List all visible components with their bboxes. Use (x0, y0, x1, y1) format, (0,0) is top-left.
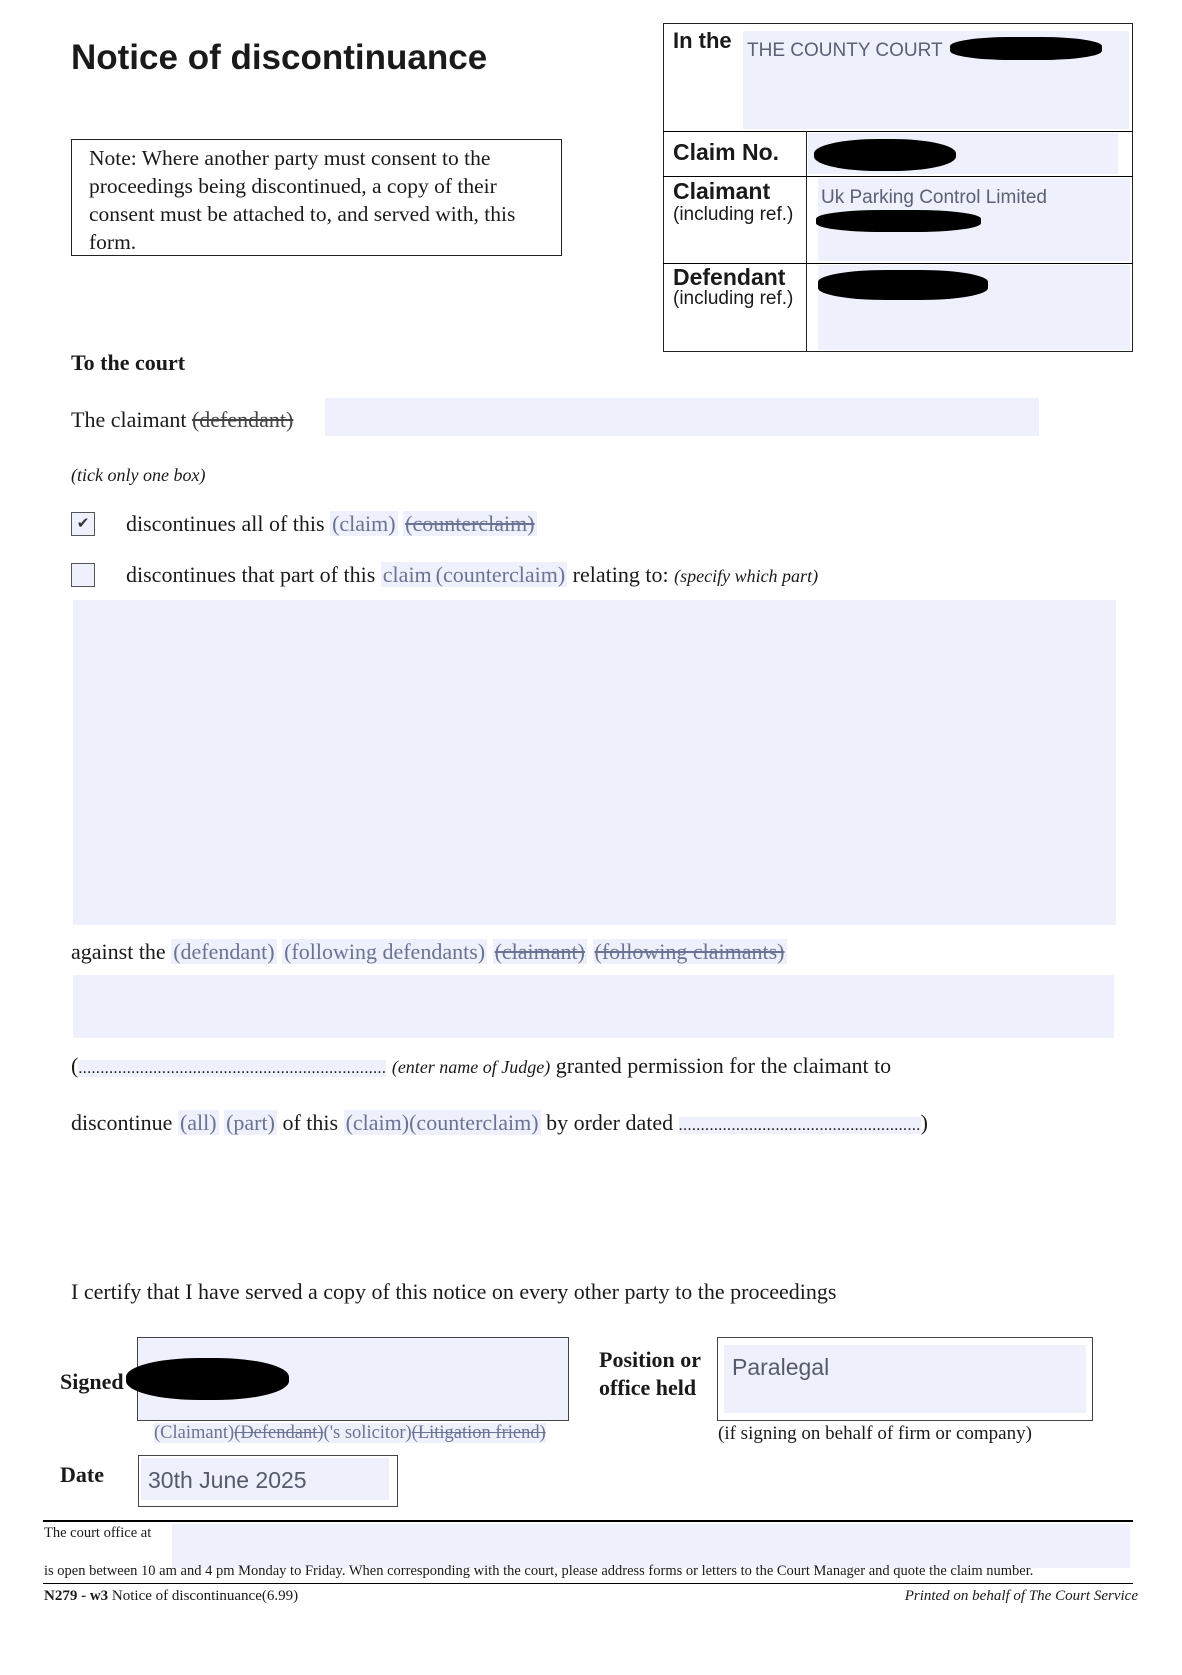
in-the-label: In the (673, 28, 732, 53)
judge-open-paren: ( (71, 1053, 79, 1078)
option-part-line (126, 562, 818, 588)
option-all-text: discontinues all of this (126, 511, 325, 536)
discontinue-line (71, 1110, 928, 1136)
party-defendant: (defendant) (191, 407, 294, 432)
position-label-line-1: Position or (599, 1347, 702, 1372)
discontinue-prefix: discontinue (71, 1110, 173, 1135)
position-label (599, 1346, 701, 1402)
form-code: N279 - w3 (44, 1588, 109, 1604)
option-all-claim[interactable]: (claim) (332, 511, 396, 536)
against-defendant[interactable]: (defendant) (173, 939, 275, 964)
court-name-value: THE COUNTY COURT (747, 40, 943, 61)
discontinue-part[interactable]: (part) (226, 1110, 275, 1135)
date-value: 30th June 2025 (148, 1467, 307, 1493)
role-litigation-friend[interactable]: (Litigation friend) (411, 1423, 546, 1443)
position-value: Paralegal (732, 1354, 830, 1380)
signed-roles (154, 1423, 546, 1444)
option-part-claim[interactable]: claim (382, 562, 432, 587)
claim-no-label: Claim No. (673, 139, 780, 165)
signed-label: Signed (60, 1369, 124, 1394)
court-office-address-field[interactable] (172, 1524, 1130, 1568)
judge-line (71, 1053, 891, 1079)
court-office-label: The court office at (44, 1525, 152, 1541)
option-part-relating: relating to: (572, 562, 669, 587)
position-field[interactable] (717, 1337, 1093, 1421)
checkbox-discontinue-part[interactable] (71, 563, 95, 587)
option-part-counterclaim[interactable]: (counterclaim) (435, 562, 566, 587)
judge-name-field[interactable]: ...................................................................... (78, 1060, 387, 1077)
date-field[interactable] (138, 1455, 398, 1507)
position-label-line-2: office held (599, 1375, 697, 1400)
position-note: (if signing on behalf of firm or company) (718, 1423, 1032, 1444)
against-names-field[interactable] (73, 975, 1114, 1038)
claimant-sub-label: (including ref.) (673, 204, 794, 225)
date-label: Date (60, 1462, 104, 1487)
form-name: Notice of discontinuance(6.99) (111, 1588, 299, 1604)
tick-note: (tick only one box) (71, 465, 206, 485)
checkmark-icon: ✔ (76, 516, 90, 532)
option-part-specify: (specify which part) (674, 566, 819, 586)
opening-hours-text: is open between 10 am and 4 pm Monday to Friday. When corresponding with the court, please address forms or letters to the Court Manager and quote the claim number. (44, 1563, 1034, 1579)
order-date-field[interactable]: ....................................................... (678, 1117, 921, 1134)
discontinue-close-paren: ) (920, 1110, 928, 1135)
claimant-value: Uk Parking Control Limited (821, 187, 1047, 208)
claimant-label: Claimant (673, 178, 771, 204)
page-title: Notice of discontinuance (71, 38, 488, 77)
note-text: Note: Where another party must consent to the proceedings being discontinued, a copy of their consent must be attached to, and served with, this form. (89, 146, 516, 254)
party-line (71, 407, 293, 433)
role-solicitor[interactable]: ('s solicitor) (323, 1423, 412, 1443)
certify-statement: I certify that I have served a copy of this notice on every other party to the proceedings (71, 1279, 837, 1304)
part-description-field[interactable] (73, 600, 1116, 925)
discontinue-by-order: by order dated (546, 1110, 674, 1135)
against-prefix: against the (71, 939, 166, 964)
printed-by: Printed on behalf of The Court Service (904, 1588, 1138, 1604)
party-name-field[interactable] (325, 398, 1039, 436)
option-all-line (126, 511, 537, 537)
option-part-text: discontinues that part of this (126, 562, 376, 587)
judge-enter-name-note: (enter name of Judge) (391, 1057, 551, 1077)
form-code-line (44, 1588, 298, 1605)
role-claimant[interactable]: (Claimant) (154, 1423, 235, 1443)
against-following-defendants[interactable]: (following defendants) (284, 939, 486, 964)
discontinue-all[interactable]: (all) (179, 1110, 217, 1135)
against-line (71, 939, 787, 965)
role-defendant[interactable]: (Defendant) (234, 1423, 324, 1443)
option-all-counterclaim[interactable]: (counterclaim) (405, 511, 535, 536)
checkbox-discontinue-all[interactable] (71, 512, 95, 536)
defendant-label: Defendant (673, 264, 786, 290)
to-the-court-heading: To the court (71, 350, 186, 375)
against-following-claimants[interactable]: (following claimants) (594, 939, 785, 964)
against-claimant[interactable]: (claimant) (494, 939, 585, 964)
note-box (71, 139, 562, 256)
defendant-sub-label: (including ref.) (673, 288, 794, 309)
discontinue-of-this: of this (282, 1110, 339, 1135)
discontinue-claim-counterclaim[interactable]: (claim)(counterclaim) (345, 1110, 539, 1135)
judge-line-rest: granted permission for the claimant to (555, 1053, 892, 1078)
party-claimant: The claimant (71, 407, 187, 432)
